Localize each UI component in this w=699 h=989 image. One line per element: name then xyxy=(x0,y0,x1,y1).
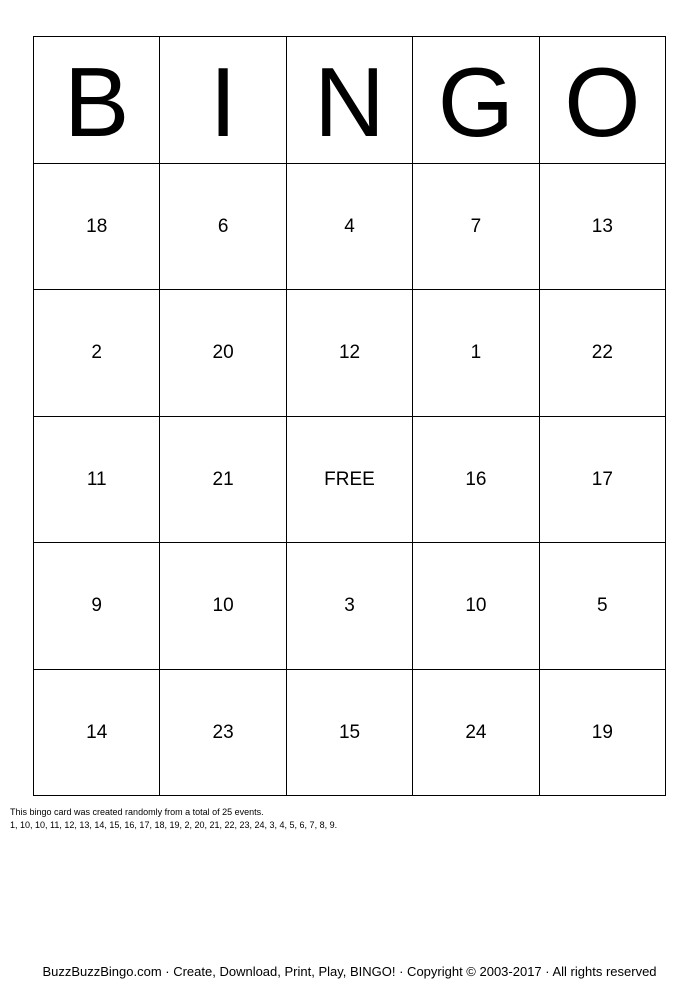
bingo-cell: 9 xyxy=(34,543,160,670)
bingo-card xyxy=(33,36,666,796)
card-info-event-list: 1, 10, 10, 11, 12, 13, 14, 15, 16, 17, 18, 19, 2, 20, 21, 22, 23, 24, 3, 4, 5, 6, 7, 8, 9. xyxy=(10,820,338,830)
header-letter-n: N xyxy=(287,37,413,164)
bingo-cell: 21 xyxy=(160,417,286,544)
bingo-row xyxy=(34,164,666,291)
header-letter-b: B xyxy=(34,37,160,164)
page-footer: BuzzBuzzBingo.com · Create, Download, Print, Play, BINGO! · Copyright © 2003-2017 · All rights reserved xyxy=(42,964,657,979)
bingo-cell: 4 xyxy=(287,164,413,291)
bingo-row xyxy=(34,670,666,797)
free-space-cell: FREE xyxy=(287,417,413,544)
bingo-cell: 10 xyxy=(413,543,539,670)
bingo-cell: 10 xyxy=(160,543,286,670)
bingo-cell: 2 xyxy=(34,290,160,417)
bingo-cell: 11 xyxy=(34,417,160,544)
bingo-cell: 13 xyxy=(540,164,666,291)
bingo-cell: 12 xyxy=(287,290,413,417)
bingo-row xyxy=(34,417,666,544)
bingo-cell: 14 xyxy=(34,670,160,797)
bingo-cell: 5 xyxy=(540,543,666,670)
bingo-cell: 1 xyxy=(413,290,539,417)
bingo-cell: 20 xyxy=(160,290,286,417)
bingo-header-row xyxy=(34,37,666,164)
bingo-cell: 15 xyxy=(287,670,413,797)
bingo-cell: 16 xyxy=(413,417,539,544)
card-info xyxy=(10,806,337,832)
bingo-cell: 18 xyxy=(34,164,160,291)
bingo-row xyxy=(34,290,666,417)
card-info-summary: This bingo card was created randomly from a total of 25 events. xyxy=(10,807,264,817)
bingo-cell: 3 xyxy=(287,543,413,670)
bingo-cell: 23 xyxy=(160,670,286,797)
bingo-cell: 22 xyxy=(540,290,666,417)
bingo-row xyxy=(34,543,666,670)
bingo-cell: 19 xyxy=(540,670,666,797)
header-letter-i: I xyxy=(160,37,286,164)
bingo-cell: 24 xyxy=(413,670,539,797)
bingo-cell: 6 xyxy=(160,164,286,291)
header-letter-o: O xyxy=(540,37,666,164)
bingo-cell: 17 xyxy=(540,417,666,544)
header-letter-g: G xyxy=(413,37,539,164)
bingo-cell: 7 xyxy=(413,164,539,291)
